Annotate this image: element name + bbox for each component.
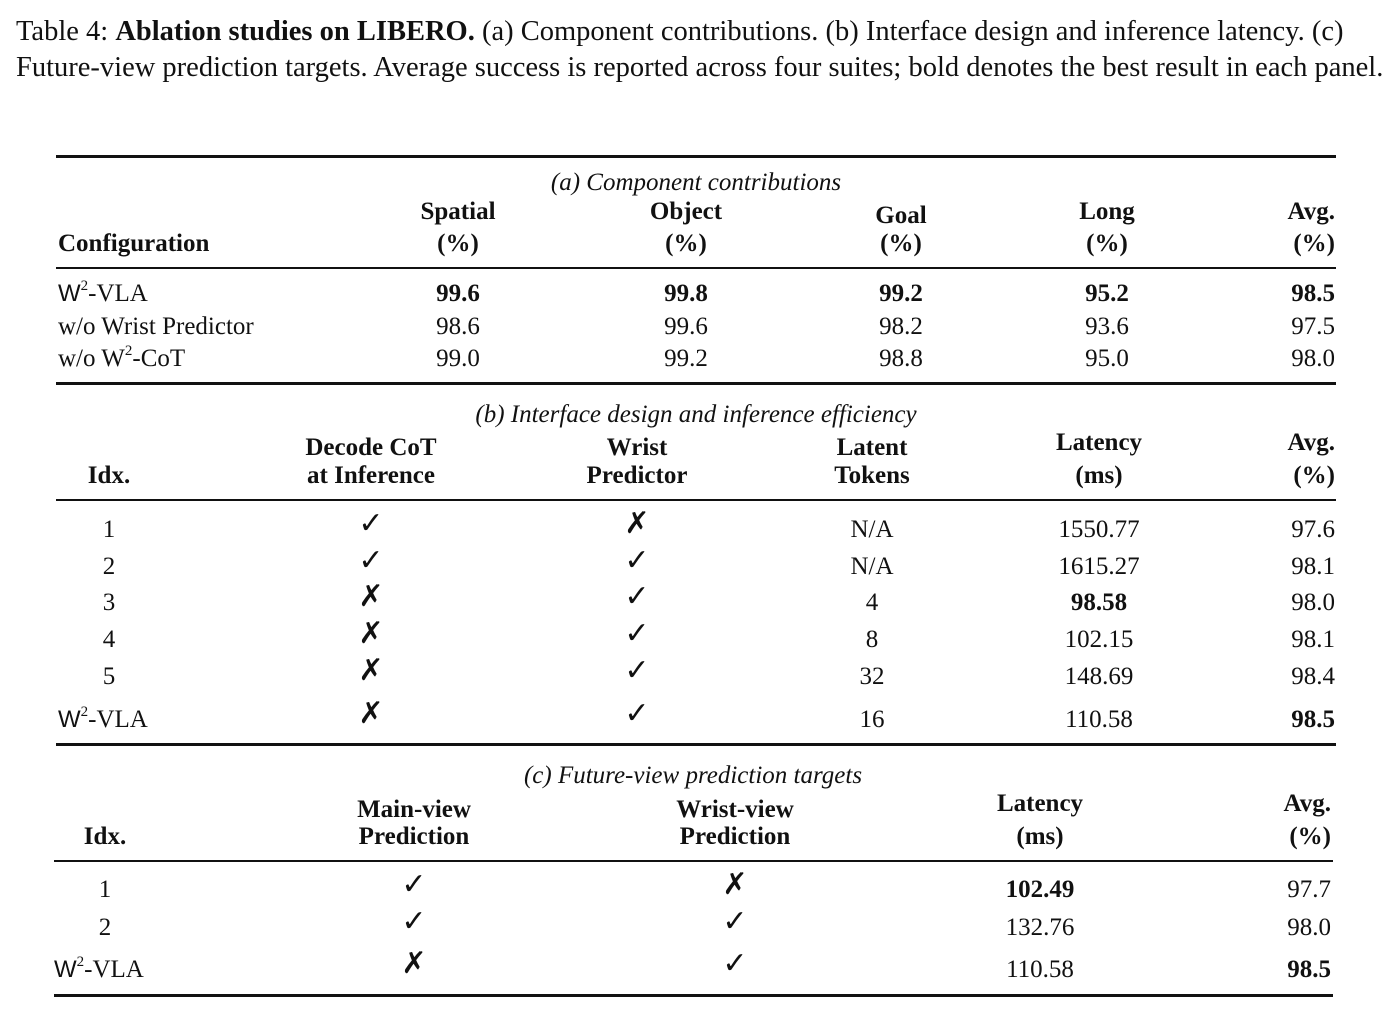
cross-icon: ✗ (358, 616, 384, 651)
header-long-unit: (%) (1086, 230, 1128, 257)
caption-text: (a) Component contributions. (b) Interface design and inference latency. (c) Future-view prediction targets. Average success is reported across four suites; bold denotes the best result in each panel. (16, 16, 1384, 83)
header-idx: Idx. (87, 462, 131, 489)
cell-goal: 98.2 (879, 313, 923, 340)
cell-spatial: 98.6 (436, 313, 480, 340)
cell-avg: 98.4 (1291, 663, 1335, 690)
cell-goal: 98.8 (879, 345, 923, 372)
header-wrist-predictor-2: Predictor (586, 462, 688, 489)
panel-b-bottom-rule (56, 743, 1336, 746)
cell-latent: 16 (859, 706, 885, 733)
check-icon: ✓ (722, 946, 748, 981)
header-latent-tokens: Latent (836, 434, 908, 461)
cell-avg: 97.7 (1287, 876, 1331, 903)
check-icon: ✓ (401, 904, 427, 939)
cell-object: 99.6 (664, 313, 708, 340)
header-spatial-unit: (%) (437, 230, 479, 257)
header-latency: Latency (996, 790, 1084, 817)
cross-icon: ✗ (722, 867, 748, 902)
cell-latency: 102.49 (1005, 876, 1075, 903)
cell-latency: 102.15 (1064, 626, 1134, 653)
cell-avg: 98.1 (1291, 553, 1335, 580)
header-configuration: Configuration (58, 230, 210, 257)
check-icon: ✓ (401, 867, 427, 902)
header-latency-unit: (ms) (1016, 823, 1064, 850)
cross-icon: ✗ (624, 506, 650, 541)
cell-idx: $W^2$-VLA (58, 703, 148, 733)
panel-c-header-rule (54, 860, 1333, 862)
table-row-label: w/o $W^2$-CoT (58, 342, 186, 372)
check-icon: ✓ (722, 904, 748, 939)
cell-idx: $W^2$-VLA (54, 953, 144, 983)
caption-title: Ablation studies on LIBERO. (115, 16, 475, 47)
cell-latency: 98.58 (1070, 589, 1128, 616)
cell-latency: 1550.77 (1058, 516, 1140, 543)
cell-avg: 98.0 (1291, 345, 1335, 372)
cell-latency: 1615.27 (1058, 553, 1140, 580)
cell-long: 95.0 (1085, 345, 1129, 372)
cell-long: 93.6 (1085, 313, 1129, 340)
header-avg: Avg. (1287, 429, 1335, 456)
table-row-label: $W^2$-VLA (58, 277, 148, 307)
header-decode-cot: Decode CoT (305, 434, 437, 461)
header-avg-unit: (%) (1289, 823, 1331, 850)
cell-avg: 98.5 (1291, 280, 1335, 307)
panel-a-bottom-rule (56, 382, 1336, 385)
cross-icon: ✗ (358, 653, 384, 688)
check-icon: ✓ (358, 543, 384, 578)
check-icon: ✓ (358, 506, 384, 541)
cell-avg: 98.0 (1291, 589, 1335, 616)
cell-latency: 132.76 (1005, 914, 1075, 941)
cell-latent: N/A (850, 553, 894, 580)
check-icon: ✓ (624, 579, 650, 614)
header-long: Long (1079, 198, 1135, 225)
cell-object: 99.2 (664, 345, 708, 372)
cross-icon: ✗ (401, 946, 427, 981)
header-avg: Avg. (1287, 198, 1335, 225)
cell-latent: 8 (865, 626, 879, 653)
table-caption (16, 14, 1386, 86)
header-avg-unit: (%) (1293, 462, 1335, 489)
cell-avg: 97.5 (1291, 313, 1335, 340)
header-spatial: Spatial (420, 198, 496, 225)
cell-spatial: 99.0 (436, 345, 480, 372)
caption-label: Table 4: (16, 16, 109, 47)
cell-idx: 5 (102, 663, 116, 690)
cell-latent: 32 (859, 663, 885, 690)
header-latency: Latency (1055, 429, 1143, 456)
cell-idx: 1 (102, 516, 116, 543)
cell-latency: 148.69 (1064, 663, 1134, 690)
table-row-label: w/o Wrist Predictor (58, 313, 254, 340)
header-main-view-2: Prediction (358, 823, 470, 850)
cell-avg: 98.1 (1291, 626, 1335, 653)
panel-c-title: (c) Future-view prediction targets (523, 762, 863, 789)
header-wrist-view: Wrist-view (676, 796, 794, 823)
check-icon: ✓ (624, 653, 650, 688)
cell-idx: 2 (102, 553, 116, 580)
check-icon: ✓ (624, 543, 650, 578)
cross-icon: ✗ (358, 579, 384, 614)
check-icon: ✓ (624, 696, 650, 731)
header-main-view: Main-view (357, 796, 471, 823)
header-goal: Goal (875, 202, 927, 229)
cell-avg: 97.6 (1291, 516, 1335, 543)
panel-a-title: (a) Component contributions (550, 169, 842, 196)
cell-object: 99.8 (664, 280, 708, 307)
cell-goal: 99.2 (879, 280, 923, 307)
header-latent-tokens-2: Tokens (834, 462, 910, 489)
header-idx: Idx. (83, 823, 127, 850)
cell-latent: N/A (850, 516, 894, 543)
header-avg-unit: (%) (1293, 230, 1335, 257)
panel-a-header-rule (56, 267, 1336, 269)
cell-latent: 4 (865, 589, 879, 616)
check-icon: ✓ (624, 616, 650, 651)
header-wrist-view-2: Prediction (679, 823, 791, 850)
cell-idx: 1 (98, 876, 112, 903)
cell-avg: 98.5 (1287, 956, 1331, 983)
bottom-rule (54, 994, 1333, 997)
cell-avg: 98.0 (1287, 914, 1331, 941)
cell-spatial: 99.6 (436, 280, 480, 307)
panel-b-header-rule (56, 499, 1336, 501)
cell-idx: 3 (102, 589, 116, 616)
top-rule (56, 155, 1336, 158)
panel-b-title: (b) Interface design and inference efficiency (475, 401, 917, 428)
cell-latency: 110.58 (1065, 706, 1133, 733)
header-goal-unit: (%) (880, 230, 922, 257)
header-latency-unit: (ms) (1075, 462, 1123, 489)
cell-latency: 110.58 (1006, 956, 1074, 983)
header-wrist-predictor: Wrist (606, 434, 668, 461)
cell-idx: 4 (102, 626, 116, 653)
header-object: Object (649, 198, 723, 225)
cell-idx: 2 (98, 914, 112, 941)
header-avg: Avg. (1283, 790, 1331, 817)
cell-long: 95.2 (1085, 280, 1129, 307)
header-object-unit: (%) (665, 230, 707, 257)
header-decode-cot-2: at Inference (307, 462, 435, 489)
cross-icon: ✗ (358, 696, 384, 731)
cell-avg: 98.5 (1291, 706, 1335, 733)
